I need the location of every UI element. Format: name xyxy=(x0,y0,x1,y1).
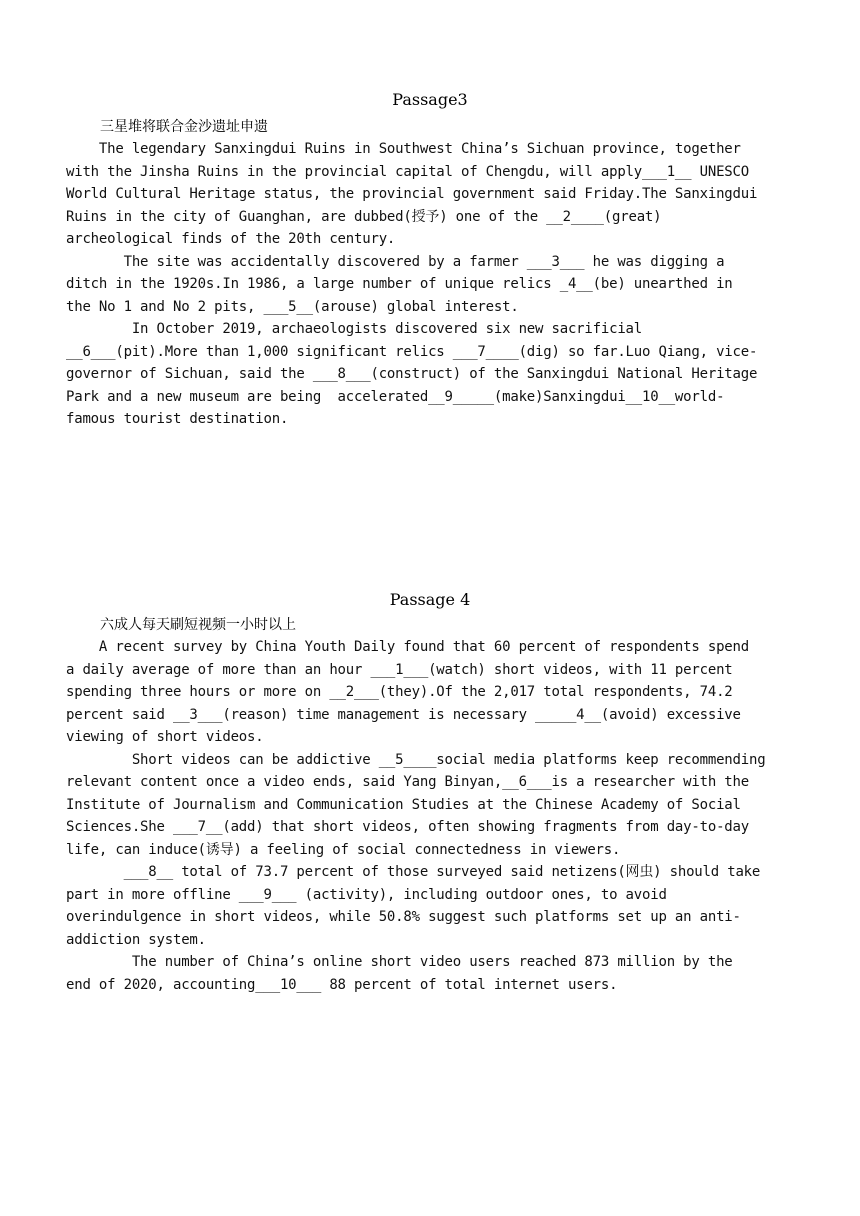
passage4-text-line: spending three hours or more on __2___(they).Of the 2,017 total respondents, 74.2 xyxy=(66,684,733,700)
passage4-subtitle: 六成人每天刷短视频一小时以上 xyxy=(100,617,296,633)
passage4-text-line: The number of China’s online short video users reached 873 million by the xyxy=(66,954,733,970)
passage3-title: Passage3 xyxy=(392,90,468,109)
passage4-text-line: overindulgence in short videos, while 50.8% suggest such platforms set up an anti- xyxy=(66,909,741,925)
passage3-text-line: famous tourist destination. xyxy=(66,411,289,427)
passage4-title: Passage 4 xyxy=(389,590,471,609)
passage4-text-line: Institute of Journalism and Communication Studies at the Chinese Academy of Social xyxy=(66,796,741,813)
passage4-text-line: life, can induce(诱导) a feeling of social connectedness in viewers. xyxy=(66,841,621,858)
passage4-text-line: ___8__ total of 73.7 percent of those surveyed said netizens(网虫) should take xyxy=(66,864,761,880)
passage3-text-line: with the Jinsha Ruins in the provincial capital of Chengdu, will apply___1__ UNESCO xyxy=(66,163,749,180)
passage4-text-line: Short videos can be addictive __5____social media platforms keep recommending xyxy=(66,751,766,768)
passage4-text-line: Sciences.She ___7__(add) that short videos, often showing fragments from day-to-day xyxy=(66,819,749,835)
passage3-text-line: archeological finds of the 20th century. xyxy=(66,231,396,247)
passage4-text-line: relevant content once a video ends, said Yang Binyan,__6___is a researcher with the xyxy=(66,774,749,790)
passage3-text-line: The legendary Sanxingdui Ruins in Southwest China’s Sichuan province, together xyxy=(66,141,741,157)
passage3-text-line: Park and a new museum are being accelerated__9_____(make)Sanxingdui__10__world- xyxy=(66,388,725,405)
passage4-text-line: end of 2020, accounting___10___ 88 percent of total internet users. xyxy=(66,976,618,993)
passage3-text-line: In October 2019, archaeologists discovered six new sacrificial xyxy=(66,321,643,337)
passage3-text-line: The site was accidentally discovered by a farmer ___3___ he was digging a xyxy=(66,253,725,270)
passage4-text-line: A recent survey by China Youth Daily found that 60 percent of respondents spend xyxy=(66,639,749,655)
passage4-text-line: viewing of short videos. xyxy=(66,729,264,745)
passage3-text-line: the No 1 and No 2 pits, ___5__(arouse) global interest. xyxy=(66,298,519,315)
passage3-text-line: World Cultural Heritage status, the provincial government said Friday.The Sanxingdui xyxy=(66,186,758,202)
passage3-text-line: Ruins in the city of Guanghan, are dubbed(授予) one of the __2____(great) xyxy=(66,208,662,225)
passage3-text-line: governor of Sichuan, said the ___8___(construct) of the Sanxingdui National Heritage xyxy=(66,366,758,382)
passage3-text-line: __6___(pit).More than 1,000 significant relics ___7____(dig) so far.Luo Qiang, vice- xyxy=(66,343,758,360)
passage4-text-line: addiction system. xyxy=(66,931,206,948)
passage4-text-line: percent said __3___(reason) time management is necessary _____4__(avoid) excessive xyxy=(66,706,741,723)
passage3-subtitle: 三星堆将联合金沙遗址申遗 xyxy=(100,119,268,135)
passage3-text-line: ditch in the 1920s.In 1986, a large number of unique relics _4__(be) unearthed in xyxy=(66,276,733,292)
passage4-text-line: part in more offline ___9___ (activity), including outdoor ones, to avoid xyxy=(66,886,667,903)
passage4-text-line: a daily average of more than an hour ___1___(watch) short videos, with 11 percent xyxy=(66,661,733,678)
